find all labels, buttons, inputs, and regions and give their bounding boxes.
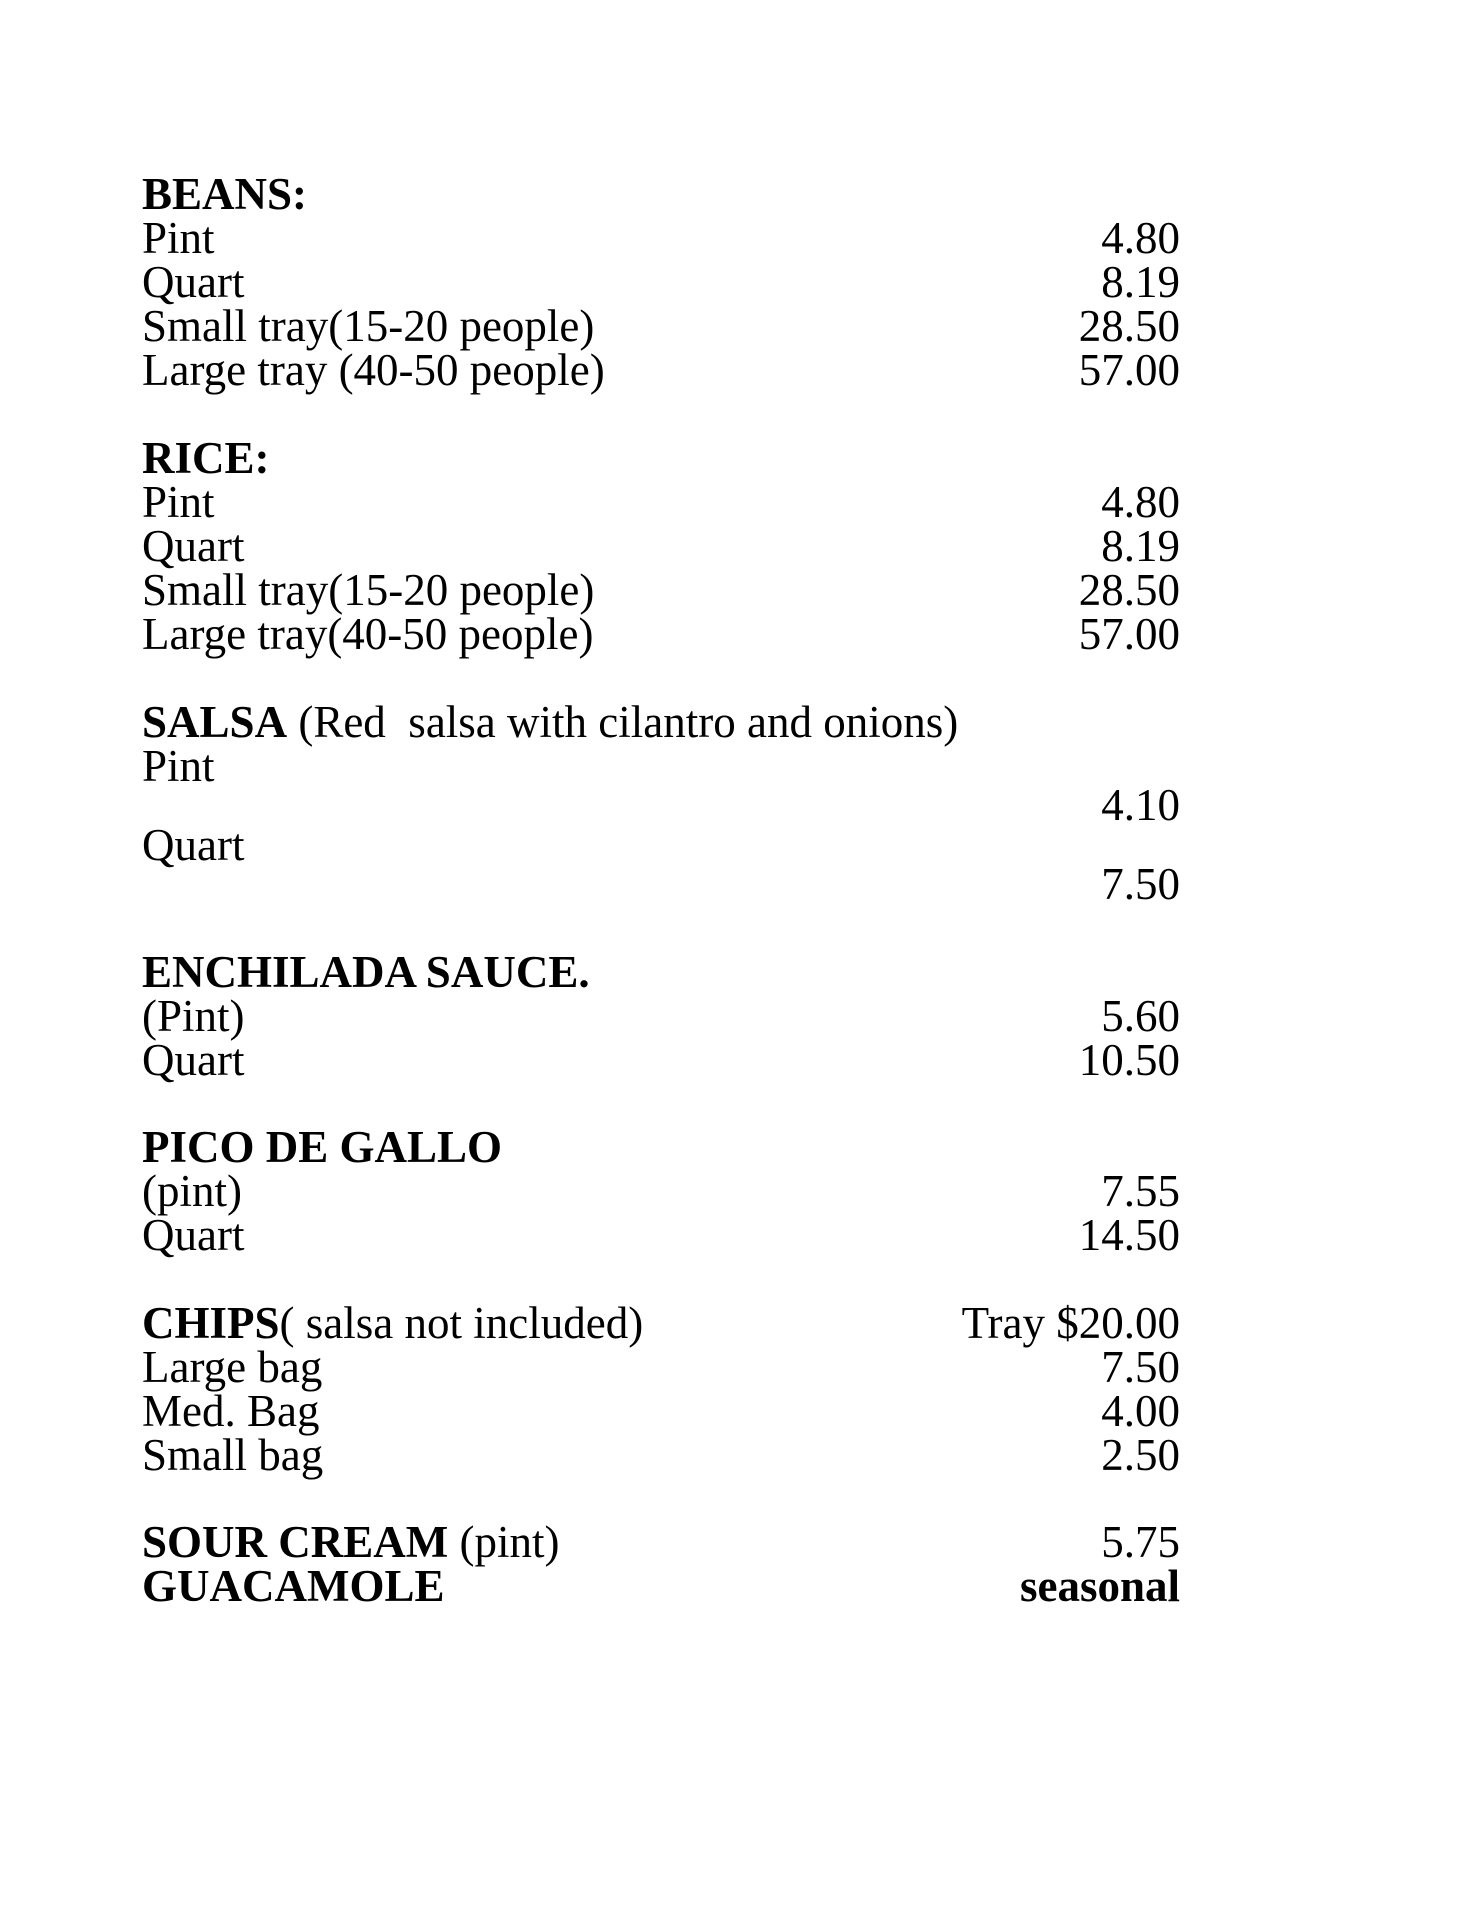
rice-small-tray-label: Small tray(15-20 people) <box>142 565 595 615</box>
chips-heading-line <box>142 1298 644 1348</box>
rice-small-tray-price: 28.50 <box>1078 565 1180 615</box>
salsa-heading-line <box>142 697 959 747</box>
enchilada-quart-label: Quart <box>142 1035 245 1085</box>
beans-large-tray-price: 57.00 <box>1078 345 1180 395</box>
beans-quart-label: Quart <box>142 257 245 307</box>
chips-small-bag-price: 2.50 <box>1101 1430 1180 1480</box>
beans-large-tray-label: Large tray (40-50 people) <box>142 345 605 395</box>
chips-med-bag-label: Med. Bag <box>142 1386 320 1436</box>
enchilada-pint-price: 5.60 <box>1101 991 1180 1041</box>
pico-pint-price: 7.55 <box>1101 1166 1180 1216</box>
chips-large-bag-price: 7.50 <box>1101 1342 1180 1392</box>
guacamole-heading: GUACAMOLE <box>142 1561 445 1611</box>
chips-med-bag-price: 4.00 <box>1101 1386 1180 1436</box>
salsa-pint-price: 4.10 <box>1101 780 1180 830</box>
beans-small-tray-label: Small tray(15-20 people) <box>142 301 595 351</box>
salsa-quart-label: Quart <box>142 820 245 870</box>
salsa-pint-label: Pint <box>142 741 215 791</box>
rice-quart-label: Quart <box>142 521 245 571</box>
rice-large-tray-price: 57.00 <box>1078 609 1180 659</box>
beans-pint-label: Pint <box>142 213 215 263</box>
pico-pint-label: (pint) <box>142 1166 242 1216</box>
salsa-quart-price: 7.50 <box>1101 859 1180 909</box>
sour-cream-price: 5.75 <box>1101 1517 1180 1567</box>
rice-large-tray-label: Large tray(40-50 people) <box>142 609 594 659</box>
pico-quart-price: 14.50 <box>1078 1210 1180 1260</box>
beans-heading: BEANS: <box>142 169 308 219</box>
sour-cream-note: (pint) <box>448 1517 560 1567</box>
chips-tray-price: Tray $20.00 <box>961 1298 1180 1348</box>
rice-heading: RICE: <box>142 433 270 483</box>
beans-small-tray-price: 28.50 <box>1078 301 1180 351</box>
rice-quart-price: 8.19 <box>1101 521 1180 571</box>
sour-cream-heading: SOUR CREAM <box>142 1517 449 1567</box>
chips-heading: CHIPS <box>142 1298 280 1348</box>
chips-small-bag-label: Small bag <box>142 1430 324 1480</box>
guacamole-price: seasonal <box>1019 1561 1180 1611</box>
salsa-note: (Red salsa with cilantro and onions) <box>287 697 959 747</box>
salsa-heading: SALSA <box>142 697 288 747</box>
rice-pint-label: Pint <box>142 477 215 527</box>
enchilada-pint-label: (Pint) <box>142 991 245 1041</box>
beans-pint-price: 4.80 <box>1101 213 1180 263</box>
chips-note: ( salsa not included) <box>279 1298 644 1348</box>
beans-quart-price: 8.19 <box>1101 257 1180 307</box>
chips-large-bag-label: Large bag <box>142 1342 323 1392</box>
sour-cream-line <box>142 1517 560 1567</box>
enchilada-quart-price: 10.50 <box>1078 1035 1180 1085</box>
rice-pint-price: 4.80 <box>1101 477 1180 527</box>
enchilada-heading: ENCHILADA SAUCE. <box>142 947 590 997</box>
pico-heading: PICO DE GALLO <box>142 1122 503 1172</box>
pico-quart-label: Quart <box>142 1210 245 1260</box>
